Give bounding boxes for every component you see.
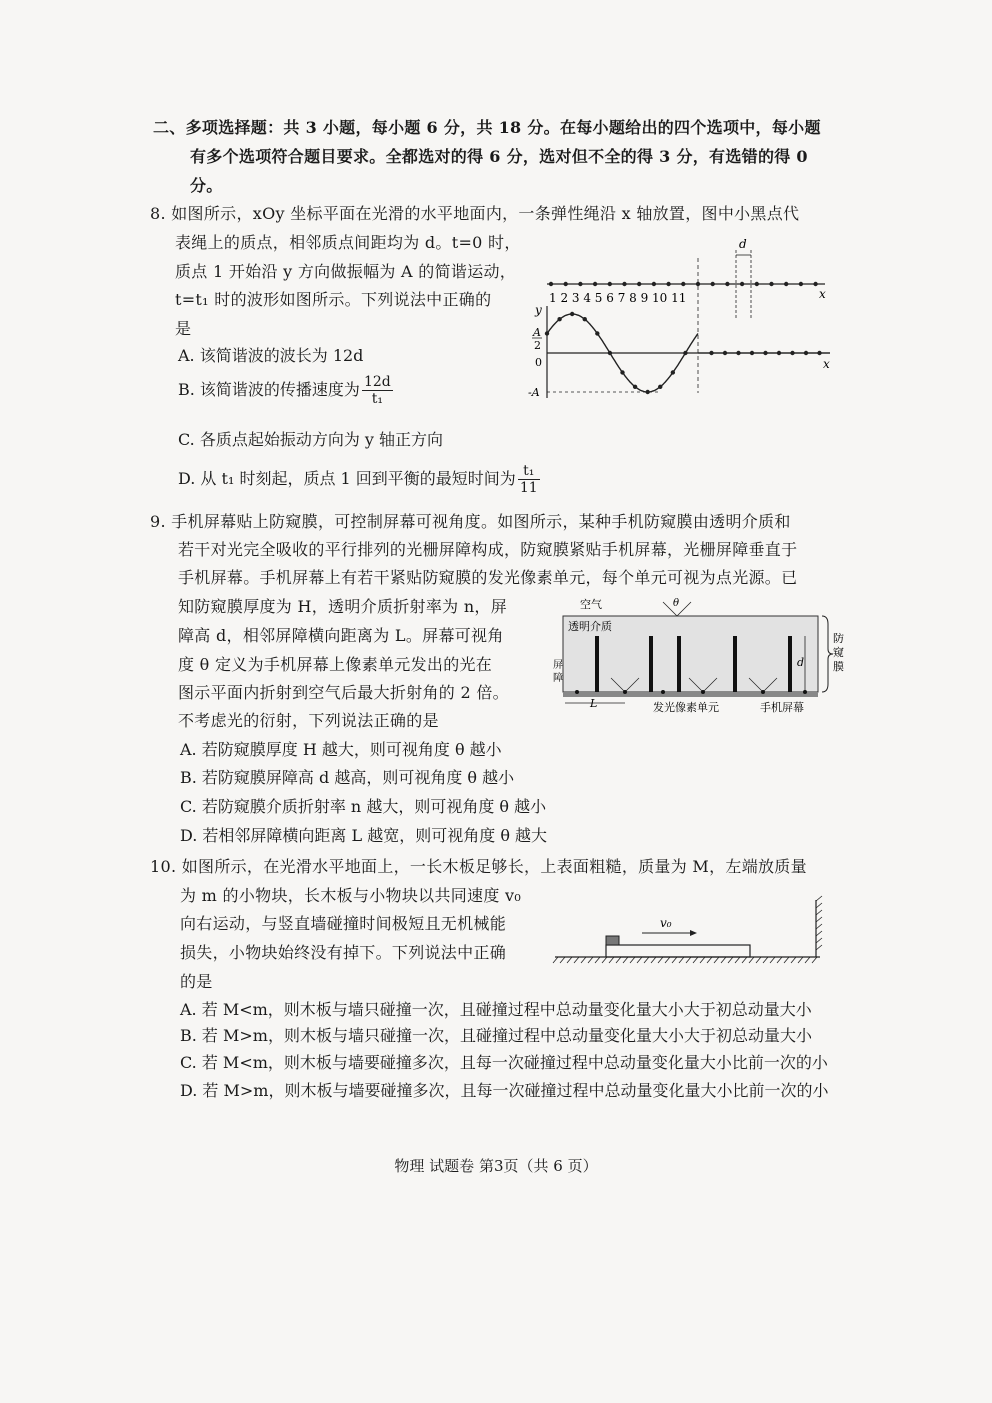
q8-option-d-fraction <box>518 463 540 496</box>
wall-hatch-line <box>816 924 822 929</box>
q9-film-label-3: 膜 <box>833 660 844 673</box>
undisturbed-point <box>777 351 781 355</box>
undisturbed-point <box>790 351 794 355</box>
q9-barrier-2 <box>649 636 653 692</box>
q8-point-numbers: 1 2 3 4 5 6 7 8 9 10 11 <box>549 291 687 305</box>
wall-hatch-line <box>816 896 822 901</box>
rope-point <box>593 282 597 286</box>
ground-hatch-line <box>567 957 572 963</box>
q10-option-d[interactable]: D. 若 M>m，则木板与墙要碰撞多次，且每一次碰撞过程中总动量变化量大小比前一次的小 <box>180 1081 829 1100</box>
q9-film-brace <box>822 616 833 692</box>
rope-point <box>681 282 685 286</box>
q8-stem-line-2: 表绳上的质点，相邻质点间距均为 d。t=0 时， <box>175 233 521 252</box>
ground-hatch-line <box>574 957 579 963</box>
q9-barrier-label-1: 屏 <box>553 660 563 671</box>
ground-hatch-line <box>686 957 691 963</box>
q10-stem-line-2: 为 m 的小物块，长木板与小物块以共同速度 v₀ <box>180 886 522 905</box>
wall-hatch-line <box>816 903 822 908</box>
q9-d-label: d <box>797 656 805 669</box>
q9-privacy-film-figure <box>535 594 850 719</box>
ground-hatch-line <box>672 957 677 963</box>
ground-hatch-line <box>812 957 817 963</box>
section-heading-line-1: 二、多项选择题：共 3 小题，每小题 6 分，共 18 分。在每小题给出的四个选项中，每小题 <box>153 118 821 137</box>
rope-point <box>652 282 656 286</box>
ground-hatch-line <box>777 957 782 963</box>
q8-option-b[interactable] <box>178 374 395 407</box>
wave-point <box>595 331 599 335</box>
q10-velocity-arrowhead <box>690 930 697 936</box>
q8-option-a[interactable]: A. 该简谐波的波长为 12d <box>178 346 364 365</box>
q8-option-b-numerator: 12d <box>363 374 391 390</box>
q9-stem-line-8: 不考虑光的衍射，下列说法正确的是 <box>178 711 439 730</box>
ground-hatch-line <box>651 957 656 963</box>
section-heading-line-2: 有多个选项符合题目要求。全都选对的得 6 分，选对但不全的得 3 分，有选错的得 0 <box>190 147 808 166</box>
rope-point <box>755 282 759 286</box>
q8-option-d[interactable] <box>178 463 542 496</box>
q10-wall-hatching <box>816 896 822 950</box>
q8-lower-x-label: x <box>823 357 830 371</box>
q8-neg-amp-label: -A <box>528 386 540 399</box>
q10-option-a[interactable]: A. 若 M<m，则木板与墙只碰撞一次，且碰撞过程中总动量变化量大小大于初总动量大小 <box>180 1000 812 1019</box>
ground-hatch-line <box>602 957 607 963</box>
q8-amp-half-label-2: 2 <box>534 339 541 352</box>
q9-barrier-5 <box>788 636 792 692</box>
ground-hatch-line <box>665 957 670 963</box>
wave-point <box>557 317 561 321</box>
ground-hatch-line <box>763 957 768 963</box>
q10-stem-line-5: 的是 <box>180 972 213 991</box>
q9-air-label: 空气 <box>580 598 602 611</box>
q8-d-label: d <box>739 237 747 251</box>
q9-option-c[interactable]: C. 若防窥膜介质折射率 n 越大，则可视角度 θ 越小 <box>180 797 547 816</box>
q10-v0-label: v₀ <box>660 916 672 930</box>
ground-hatch-line <box>637 957 642 963</box>
q10-board-wall-figure <box>550 895 830 970</box>
q9-stem-line-3: 手机屏幕。手机屏幕上有若干紧贴防窥膜的发光像素单元，每个单元可视为点光源。已 <box>178 568 798 587</box>
ground-hatch-line <box>714 957 719 963</box>
q9-option-d[interactable]: D. 若相邻屏障横向距离 L 越宽，则可视角度 θ 越大 <box>180 826 548 845</box>
q9-pixel-label: 发光像素单元 <box>653 701 719 714</box>
ground-hatch-line <box>588 957 593 963</box>
q8-option-c[interactable]: C. 各质点起始振动方向为 y 轴正方向 <box>178 430 444 449</box>
undisturbed-point <box>763 351 767 355</box>
rope-point <box>637 282 641 286</box>
q9-L-label: L <box>590 697 598 710</box>
q9-medium-label: 透明介质 <box>568 620 612 633</box>
rope-point <box>740 282 744 286</box>
wave-point <box>570 312 574 316</box>
wave-point <box>620 370 624 374</box>
q10-stem-line-1: 10. 如图所示，在光滑水平地面上，一长木板足够长，上表面粗糙，质量为 M，左端放质量 <box>150 857 807 876</box>
ground-hatch-line <box>560 957 565 963</box>
q10-small-block <box>606 936 619 945</box>
ground-hatch-line <box>700 957 705 963</box>
q9-theta-ray-right <box>677 602 691 616</box>
q8-option-b-denominator: t₁ <box>371 391 383 407</box>
rope-point <box>711 282 715 286</box>
q9-phone-screen <box>563 692 818 697</box>
q8-option-d-denominator: 11 <box>519 480 538 496</box>
q8-stem-line-4: t=t₁ 时的波形如图所示。下列说法中正确的 <box>175 290 492 309</box>
ground-hatch-line <box>609 957 614 963</box>
page-footer: 物理 试题卷 第3页（共 6 页） <box>394 1157 598 1175</box>
wall-hatch-line <box>816 910 822 915</box>
wave-point <box>683 351 687 355</box>
q8-stem-line-5: 是 <box>175 319 192 338</box>
ground-hatch-line <box>658 957 663 963</box>
q8-top-x-label: x <box>819 287 826 301</box>
wall-hatch-line <box>816 938 822 943</box>
section-heading-line-3: 分。 <box>190 176 223 195</box>
ground-hatch-line <box>798 957 803 963</box>
q9-stem-line-4: 知防窥膜厚度为 H，透明介质折射率为 n，屏 <box>178 597 508 616</box>
q9-film-label-2: 窥 <box>833 646 844 659</box>
q8-stem-line-3: 质点 1 开始沿 y 方向做振幅为 A 的简谐运动， <box>175 262 517 281</box>
rope-point <box>549 282 553 286</box>
q8-option-d-text: D. 从 t₁ 时刻起，质点 1 回到平衡的最短时间为 <box>178 469 516 488</box>
undisturbed-point <box>817 351 821 355</box>
q9-screen-label: 手机屏幕 <box>760 701 804 714</box>
wall-hatch-line <box>816 931 822 936</box>
rope-point <box>564 282 568 286</box>
rope-point <box>813 282 817 286</box>
ground-hatch-line <box>791 957 796 963</box>
wave-point <box>658 385 662 389</box>
undisturbed-point <box>750 351 754 355</box>
ground-hatch-line <box>742 957 747 963</box>
q8-y-label: y <box>535 303 542 317</box>
q9-barrier-1 <box>595 636 599 692</box>
q10-stem-line-4: 损失，小物块始终没有掉下。下列说法中正确 <box>180 943 507 962</box>
wave-point <box>645 390 649 394</box>
wall-hatch-line <box>816 917 822 922</box>
q9-stem-line-1: 9. 手机屏幕贴上防窥膜，可控制屏幕可视角度。如图所示，某种手机防窥膜由透明介质和 <box>150 512 791 531</box>
ground-hatch-line <box>784 957 789 963</box>
wave-point <box>633 385 637 389</box>
q8-amp-half-label-a: A <box>533 326 541 339</box>
rope-point <box>666 282 670 286</box>
q10-ground-hatching <box>553 957 817 963</box>
rope-point <box>784 282 788 286</box>
q8-origin-label: 0 <box>535 356 542 369</box>
q10-option-c[interactable]: C. 若 M<m，则木板与墙要碰撞多次，且每一次碰撞过程中总动量变化量大小比前一次的小 <box>180 1053 828 1072</box>
undisturbed-point <box>804 351 808 355</box>
q9-barrier-4 <box>733 636 737 692</box>
q9-option-b[interactable]: B. 若防窥膜屏障高 d 越高，则可视角度 θ 越小 <box>180 768 515 787</box>
wave-point <box>583 317 587 321</box>
ground-hatch-line <box>553 957 558 963</box>
wave-point <box>608 351 612 355</box>
q8-wave-figure <box>525 228 840 408</box>
wall-hatch-line <box>816 945 822 950</box>
q9-stem-line-6: 度 θ 定义为手机屏幕上像素单元发出的光在 <box>178 655 493 674</box>
ground-hatch-line <box>735 957 740 963</box>
rope-point <box>608 282 612 286</box>
undisturbed-point <box>723 351 727 355</box>
rope-point <box>799 282 803 286</box>
q8-option-b-text: B. 该简谐波的传播速度为 <box>178 380 360 399</box>
ground-hatch-line <box>644 957 649 963</box>
ground-hatch-line <box>756 957 761 963</box>
q9-barrier-label-2: 障 <box>553 673 563 684</box>
ground-hatch-line <box>630 957 635 963</box>
undisturbed-point <box>736 351 740 355</box>
wave-point <box>545 331 549 335</box>
rope-point <box>769 282 773 286</box>
ground-hatch-line <box>707 957 712 963</box>
q9-option-a[interactable]: A. 若防窥膜厚度 H 越大，则可视角度 θ 越小 <box>180 740 502 759</box>
q10-long-board <box>606 945 750 957</box>
ground-hatch-line <box>749 957 754 963</box>
q8-option-d-numerator: t₁ <box>518 463 540 480</box>
q8-stem-line-1: 8. 如图所示，xOy 坐标平面在光滑的水平地面内，一条弹性绳沿 x 轴放置，图中小黑点代 <box>150 204 800 223</box>
q10-option-b[interactable]: B. 若 M>m，则木板与墙只碰撞一次，且碰撞过程中总动量变化量大小大于初总动量大小 <box>180 1026 812 1045</box>
q9-theta-label: θ <box>673 598 680 609</box>
q8-undisturbed-points <box>709 351 821 355</box>
ground-hatch-line <box>721 957 726 963</box>
ground-hatch-line <box>623 957 628 963</box>
q10-stem-line-3: 向右运动，与竖直墙碰撞时间极短且无机械能 <box>180 914 507 933</box>
undisturbed-point <box>709 351 713 355</box>
rope-point <box>622 282 626 286</box>
ground-hatch-line <box>679 957 684 963</box>
q8-option-b-fraction <box>362 374 393 407</box>
ground-hatch-line <box>595 957 600 963</box>
rope-point <box>578 282 582 286</box>
q9-barrier-3 <box>677 636 681 692</box>
ground-hatch-line <box>770 957 775 963</box>
ground-hatch-line <box>805 957 810 963</box>
ground-hatch-line <box>616 957 621 963</box>
ground-hatch-line <box>728 957 733 963</box>
q9-stem-line-7: 图示平面内折射到空气后最大折射角的 2 倍。 <box>178 683 509 702</box>
q9-stem-line-2: 若干对光完全吸收的平行排列的光栅屏障构成，防窥膜紧贴手机屏幕，光栅屏障垂直于 <box>178 540 798 559</box>
ground-hatch-line <box>581 957 586 963</box>
rope-point <box>725 282 729 286</box>
q9-stem-line-5: 障高 d，相邻屏障横向距离为 L。屏幕可视角 <box>178 626 504 645</box>
wave-point <box>671 370 675 374</box>
ground-hatch-line <box>693 957 698 963</box>
q9-film-label-1: 防 <box>833 632 844 645</box>
